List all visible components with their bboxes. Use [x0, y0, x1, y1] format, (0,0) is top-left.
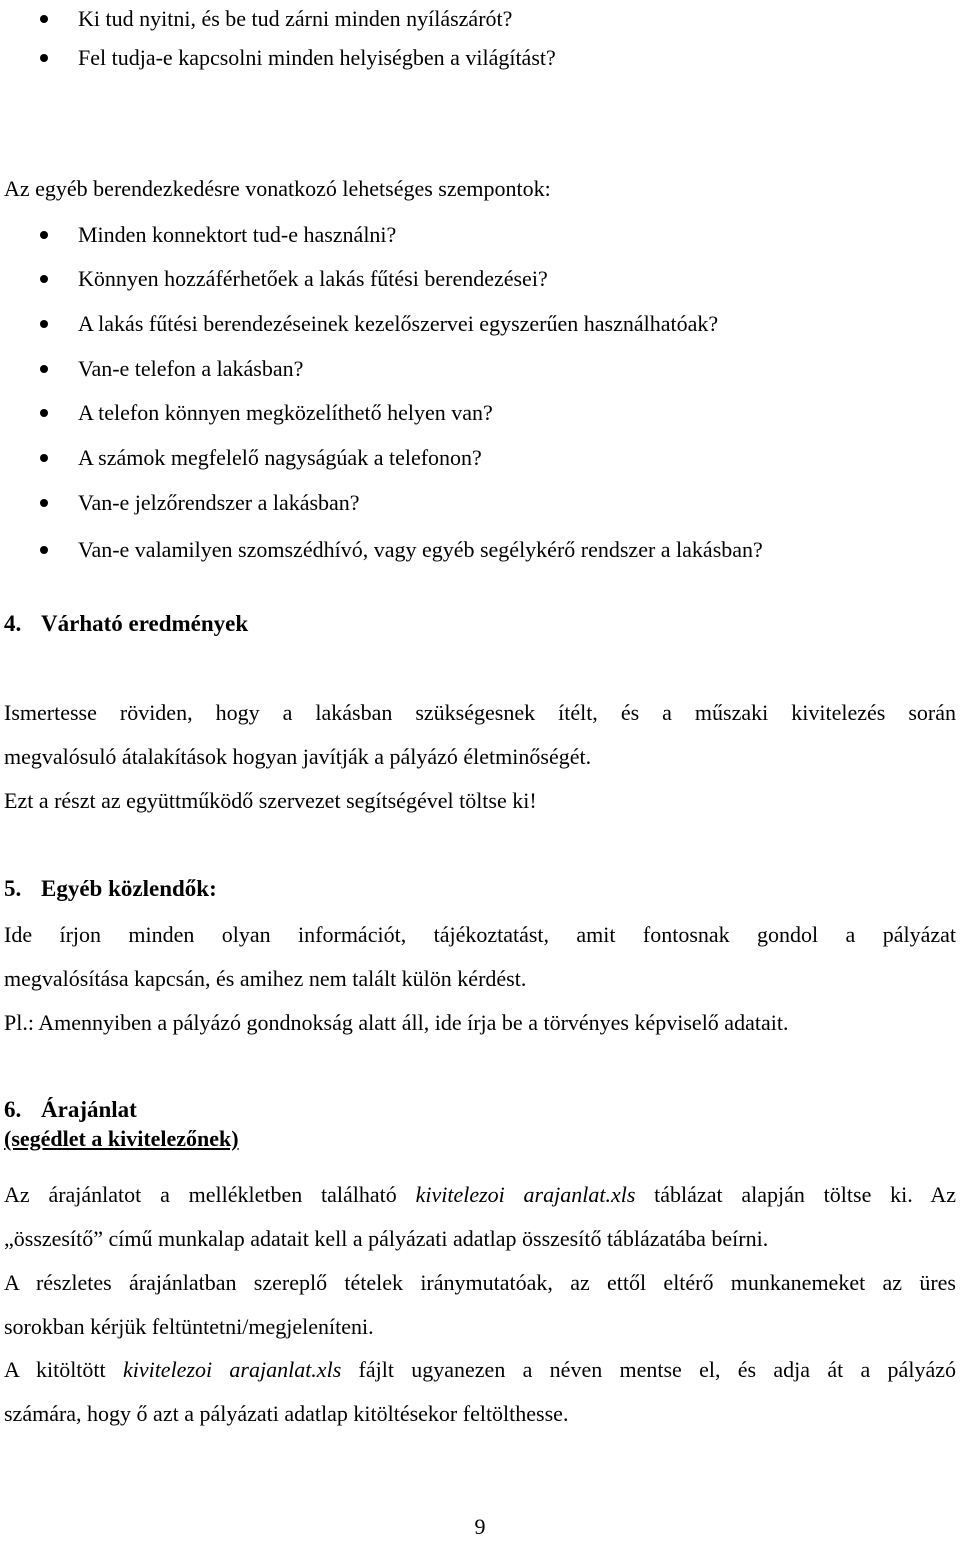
section-6-paragraph: Az árajánlatot a mellékletben található kivitelezoi arajanlat.xls táblázat alapján töltse ki. Az	[4, 1182, 956, 1207]
file-name: kivitelezoi arajanlat.xls	[122, 1357, 342, 1382]
list-item: A telefon könnyen megközelíthető helyen van?	[40, 398, 956, 428]
section-6-paragraph: A kitöltött kivitelezoi arajanlat.xls fájlt ugyanezen a néven mentse el, és adja át a pályázó	[4, 1357, 956, 1382]
list-item: Van-e jelzőrendszer a lakásban?	[40, 488, 956, 518]
section-5-paragraph: Ide írjon minden olyan információt, tájékoztatást, amit fontosnak gondol a pályázat	[4, 922, 956, 947]
list-item: Van-e valamilyen szomszédhívó, vagy egyéb segélykérő rendszer a lakásban?	[40, 535, 956, 565]
page-number: 9	[474, 1514, 486, 1539]
list-item: Fel tudja-e kapcsolni minden helyiségben a világítást?	[40, 43, 956, 73]
section-6-paragraph: A részletes árajánlatban szereplő tételek iránymutatóak, az ettől eltérő munkanemeket az üres	[4, 1270, 956, 1295]
list-item: Van-e telefon a lakásban?	[40, 354, 956, 384]
section-4-note: Ezt a részt az együttműködő szervezet segítségével töltse ki!	[4, 788, 537, 813]
section-4-paragraph: megvalósuló átalakítások hogyan javítják a pályázó életminőségét.	[4, 744, 592, 769]
section-5-example: Pl.: Amennyiben a pályázó gondnokság alatt áll, ide írja be a törvényes képviselő adatait.	[4, 1010, 789, 1035]
section-4-paragraph: Ismertesse röviden, hogy a lakásban szükségesnek ítélt, és a műszaki kivitelezés során	[4, 700, 956, 725]
section-6-paragraph: számára, hogy ő azt a pályázati adatlap kitöltésekor feltölthesse.	[4, 1401, 569, 1426]
section-4-heading: 4. Várható eredmények	[4, 611, 249, 636]
list-item: A lakás fűtési berendezéseinek kezelőszervei egyszerűen használhatóak?	[40, 309, 956, 339]
list-item: Minden konnektort tud-e használni?	[40, 220, 956, 250]
section-5-paragraph: megvalósítása kapcsán, és amihez nem talált külön kérdést.	[4, 966, 527, 991]
file-name: kivitelezoi arajanlat.xls	[415, 1182, 636, 1207]
equipment-heading: Az egyéb berendezkedésre vonatkozó lehetséges szempontok:	[4, 176, 551, 201]
section-6-paragraph: „összesítő” című munkalap adatait kell a pályázati adatlap összesítő táblázatába beírni.	[4, 1226, 769, 1251]
section-6-heading: 6. Árajánlat	[4, 1097, 137, 1122]
section-6-paragraph: sorokban kérjük feltüntetni/megjeleníteni.	[4, 1314, 374, 1339]
list-item: Könnyen hozzáférhetőek a lakás fűtési berendezései?	[40, 264, 956, 294]
section-5-heading: 5. Egyéb közlendők:	[4, 876, 217, 901]
list-item: A számok megfelelő nagyságúak a telefonon?	[40, 443, 956, 473]
section-6-subtitle: (segédlet a kivitelezőnek)	[4, 1126, 239, 1151]
list-item: Ki tud nyitni, és be tud zárni minden nyílászárót?	[40, 4, 956, 34]
